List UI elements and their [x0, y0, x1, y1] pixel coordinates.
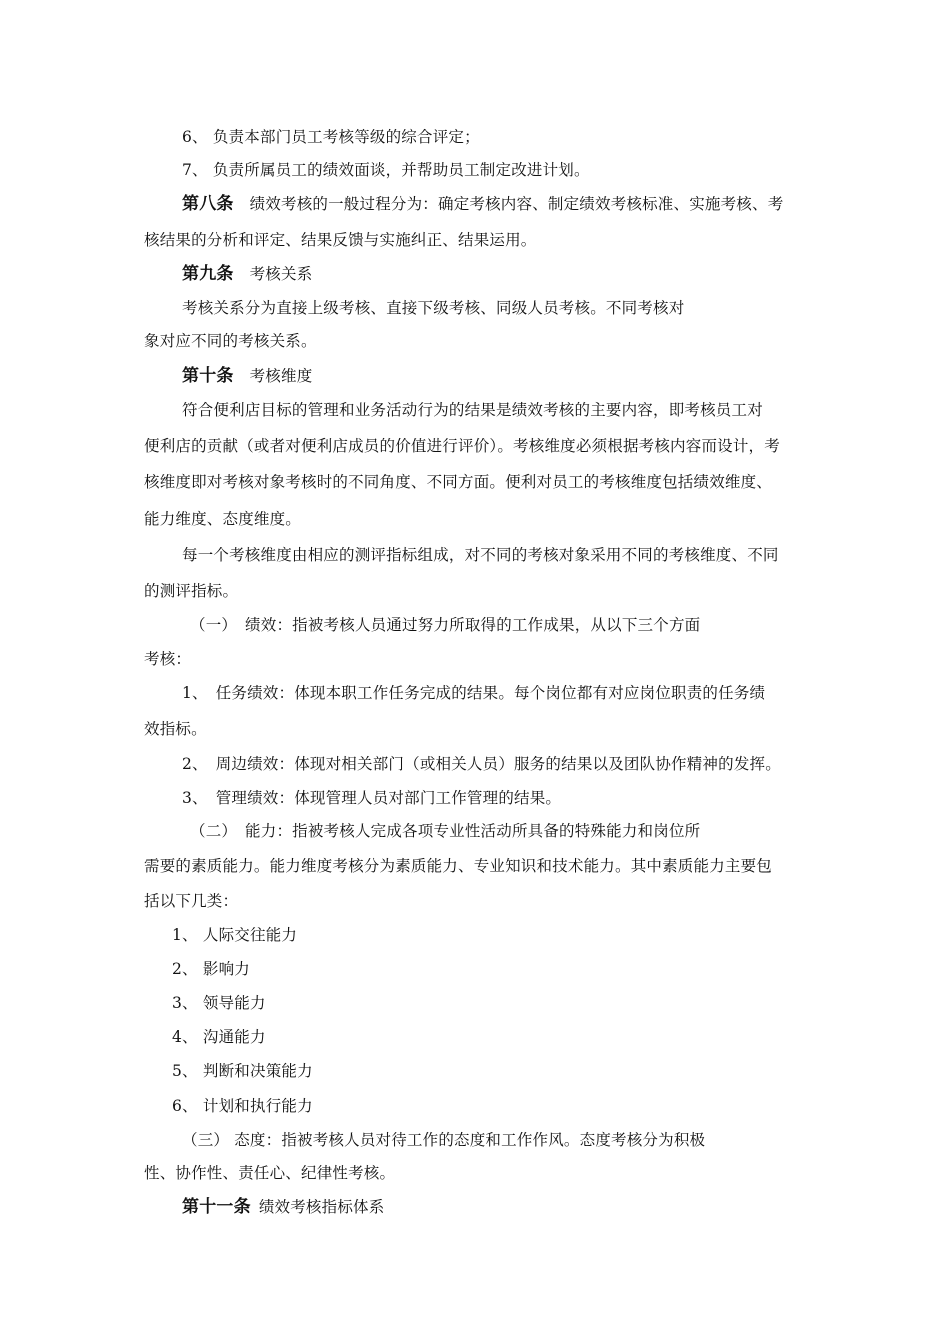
list-item: 5、 判断和决策能力	[172, 1062, 313, 1080]
article-heading: 第八条	[182, 194, 234, 214]
article-heading: 第九条	[182, 264, 234, 284]
article-8	[182, 193, 783, 215]
list-item: 4、 沟通能力	[172, 1028, 266, 1046]
section-title: 考核关系	[249, 265, 313, 283]
list-item: 3、 领导能力	[172, 994, 266, 1012]
paragraph-line: 考核关系分为直接上级考核、直接下级考核、同级人员考核。不同考核对	[182, 299, 685, 317]
paragraph-line: 性、协作性、责任心、纪律性考核。	[144, 1164, 396, 1182]
paragraph-line: 核维度即对考核对象考核时的不同角度、不同方面。便利对员工的考核维度包括绩效维度、	[144, 473, 773, 491]
article-heading: 第十一条	[182, 1197, 251, 1217]
article-10	[182, 365, 312, 387]
paragraph-line: 括以下几类：	[144, 892, 239, 910]
paragraph-line: 的测评指标。	[144, 582, 239, 600]
list-item: 2、 周边绩效：体现对相关部门（或相关人员）服务的结果以及团队协作精神的发挥。	[182, 755, 781, 773]
list-item: 2、 影响力	[172, 960, 250, 978]
list-item: 1、 人际交往能力	[172, 926, 298, 944]
list-item: 7、 负责所属员工的绩效面谈，并帮助员工制定改进计划。	[182, 161, 590, 179]
list-item: 6、 计划和执行能力	[172, 1097, 313, 1115]
article-9	[182, 263, 312, 285]
paragraph-text: 绩效考核的一般过程分为：确定考核内容、制定绩效考核标准、实施考核、考	[249, 195, 784, 213]
list-item: 3、 管理绩效：体现管理人员对部门工作管理的结果。	[182, 789, 562, 807]
article-heading: 第十条	[182, 366, 234, 386]
paragraph-line: 符合便利店目标的管理和业务活动行为的结果是绩效考核的主要内容，即考核员工对	[182, 401, 763, 419]
section-title: 考核维度	[249, 367, 313, 385]
paragraph-line: 象对应不同的考核关系。	[144, 332, 317, 350]
paragraph-line: 每一个考核维度由相应的测评指标组成，对不同的考核对象采用不同的考核维度、不同	[182, 546, 779, 564]
paragraph-line: 效指标。	[144, 720, 207, 738]
subsection-line: （二） 能力：指被考核人完成各项专业性活动所具备的特殊能力和岗位所	[190, 822, 701, 840]
paragraph-line: 能力维度、态度维度。	[144, 510, 302, 528]
subsection-line: （三） 态度：指被考核人员对待工作的态度和工作作风。态度考核分为积极	[182, 1131, 706, 1149]
section-title: 绩效考核指标体系	[258, 1198, 385, 1216]
list-item: 6、 负责本部门员工考核等级的综合评定；	[182, 128, 480, 146]
article-11	[182, 1196, 384, 1218]
subsection-line: （一） 绩效：指被考核人员通过努力所取得的工作成果，从以下三个方面	[190, 616, 701, 634]
paragraph-line: 考核：	[144, 650, 192, 668]
paragraph-line: 核结果的分析和评定、结果反馈与实施纠正、结果运用。	[144, 231, 537, 249]
paragraph-line: 便利店的贡献（或者对便利店成员的价值进行评价）。考核维度必须根据考核内容而设计，考	[144, 437, 780, 455]
list-item: 1、 任务绩效：体现本职工作任务完成的结果。每个岗位都有对应岗位职责的任务绩	[182, 684, 766, 702]
paragraph-line: 需要的素质能力。能力维度考核分为素质能力、专业知识和技术能力。其中素质能力主要包	[144, 857, 773, 875]
